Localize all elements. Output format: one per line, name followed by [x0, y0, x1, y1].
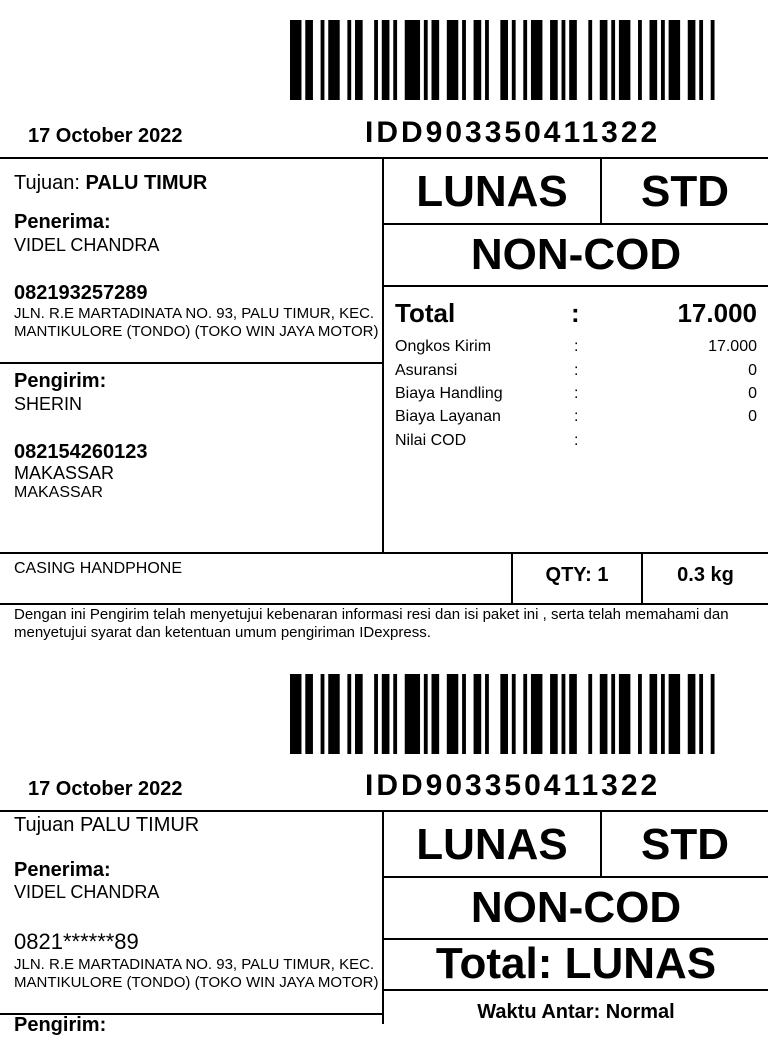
fee-value: 17.000 [708, 338, 757, 355]
barcode-bar [328, 674, 339, 754]
barcode-bar [611, 674, 615, 754]
barcode-bar [485, 674, 489, 754]
barcode-2 [290, 674, 726, 754]
fee-value: 0 [748, 385, 757, 402]
label-date: 17 October 2022 [28, 778, 183, 800]
total-value: 17.000 [677, 298, 757, 328]
barcode-bar [588, 674, 592, 754]
recipient-address: JLN. R.E MARTADINATA NO. 93, PALU TIMUR, KEC. MANTIKULORE (TONDO) (TOKO WIN JAYA MOTOR) [14, 956, 379, 991]
barcode-bar [347, 674, 351, 754]
fee-colon: : [574, 385, 579, 402]
fee-name: Ongkos Kirim [395, 338, 492, 355]
label-date: 17 October 2022 [28, 125, 183, 147]
barcode-bar [424, 674, 428, 754]
barcode-bar [305, 674, 313, 754]
total-colon: : [571, 298, 580, 328]
barcode-bar [393, 674, 397, 754]
weight: 0.3 kg [677, 564, 734, 586]
payment-status: LUNAS [416, 167, 568, 216]
barcode-bar [661, 674, 665, 754]
recipient-heading: Penerima: [14, 211, 111, 233]
divider [382, 876, 768, 878]
barcode-bar [531, 674, 542, 754]
barcode-bar [638, 674, 642, 754]
sender-address: MAKASSAR [14, 484, 103, 501]
awb-number: IDD903350411322 [365, 769, 661, 802]
disclaimer: Dengan ini Pengirim telah menyetujui kebenaran informasi resi dan isi paket ini , serta telah memahami dan menyetujui syarat dan ketentuan umum pengiriman IDexpress. [14, 606, 729, 641]
barcode-bar [405, 674, 420, 754]
destination: Tujuan PALU TIMUR [14, 814, 200, 836]
barcode-bar [550, 674, 558, 754]
barcode-bar [432, 674, 440, 754]
barcode-bar [474, 674, 482, 754]
cod-status: NON-COD [470, 883, 682, 932]
barcode-bar [512, 674, 516, 754]
service-type: STD [641, 167, 729, 216]
payment-status: LUNAS [416, 820, 568, 869]
barcode-bar [321, 674, 325, 754]
sender-city: MAKASSAR [14, 463, 115, 483]
barcode-bar [600, 674, 608, 754]
recipient-phone: 082193257289 [14, 282, 148, 304]
recipient-address: JLN. R.E MARTADINATA NO. 93, PALU TIMUR, KEC. MANTIKULORE (TONDO) (TOKO WIN JAYA MOTOR) [14, 305, 379, 340]
barcode-bar [699, 674, 703, 754]
fee-value: 0 [748, 362, 757, 379]
fee-colon: : [574, 338, 579, 355]
quantity: QTY: 1 [545, 564, 609, 586]
barcode-bar [711, 674, 715, 754]
barcode-bar [355, 674, 363, 754]
recipient-name: VIDEL CHANDRA [14, 235, 160, 255]
fee-colon: : [574, 408, 579, 425]
barcode-bar [569, 674, 577, 754]
barcode-bar [374, 674, 378, 754]
destination-prefix: Tujuan: [14, 172, 86, 194]
divider [382, 989, 768, 991]
barcode-bar [688, 674, 696, 754]
barcode-bar [382, 674, 390, 754]
barcode-bar [447, 674, 458, 754]
service-type: STD [641, 820, 729, 869]
fee-name: Nilai COD [395, 432, 467, 449]
recipient-name: VIDEL CHANDRA [14, 882, 160, 902]
barcode-bar [523, 674, 527, 754]
sender-name: SHERIN [14, 394, 83, 414]
awb-number: IDD903350411322 [365, 116, 661, 149]
barcode-bar [650, 674, 658, 754]
divider [0, 810, 768, 812]
fee-value: 0 [748, 408, 757, 425]
fee-colon: : [574, 432, 579, 449]
fee-name: Biaya Layanan [395, 408, 501, 425]
barcode-bar [500, 674, 508, 754]
sender-heading: Pengirim: [14, 370, 107, 392]
recipient-phone-masked: 0821******89 [14, 929, 139, 954]
barcode-bar [619, 674, 630, 754]
total-status: Total: LUNAS [435, 939, 717, 988]
fee-name: Asuransi [395, 362, 458, 379]
barcode-bar [462, 674, 466, 754]
total-label: Total [395, 298, 456, 328]
fee-colon: : [574, 362, 579, 379]
barcode-bar [290, 674, 301, 754]
cod-status: NON-COD [470, 230, 682, 279]
destination-value: PALU TIMUR [85, 172, 208, 194]
item-description: CASING HANDPHONE [14, 560, 183, 577]
barcode-bar [669, 674, 680, 754]
barcode-bar [562, 674, 566, 754]
delivery-time: Waktu Antar: Normal [477, 1001, 675, 1023]
recipient-heading: Penerima: [14, 859, 111, 881]
sender-phone: 082154260123 [14, 441, 148, 463]
sender-heading: Pengirim: [14, 1014, 107, 1036]
fee-name: Biaya Handling [395, 385, 503, 402]
